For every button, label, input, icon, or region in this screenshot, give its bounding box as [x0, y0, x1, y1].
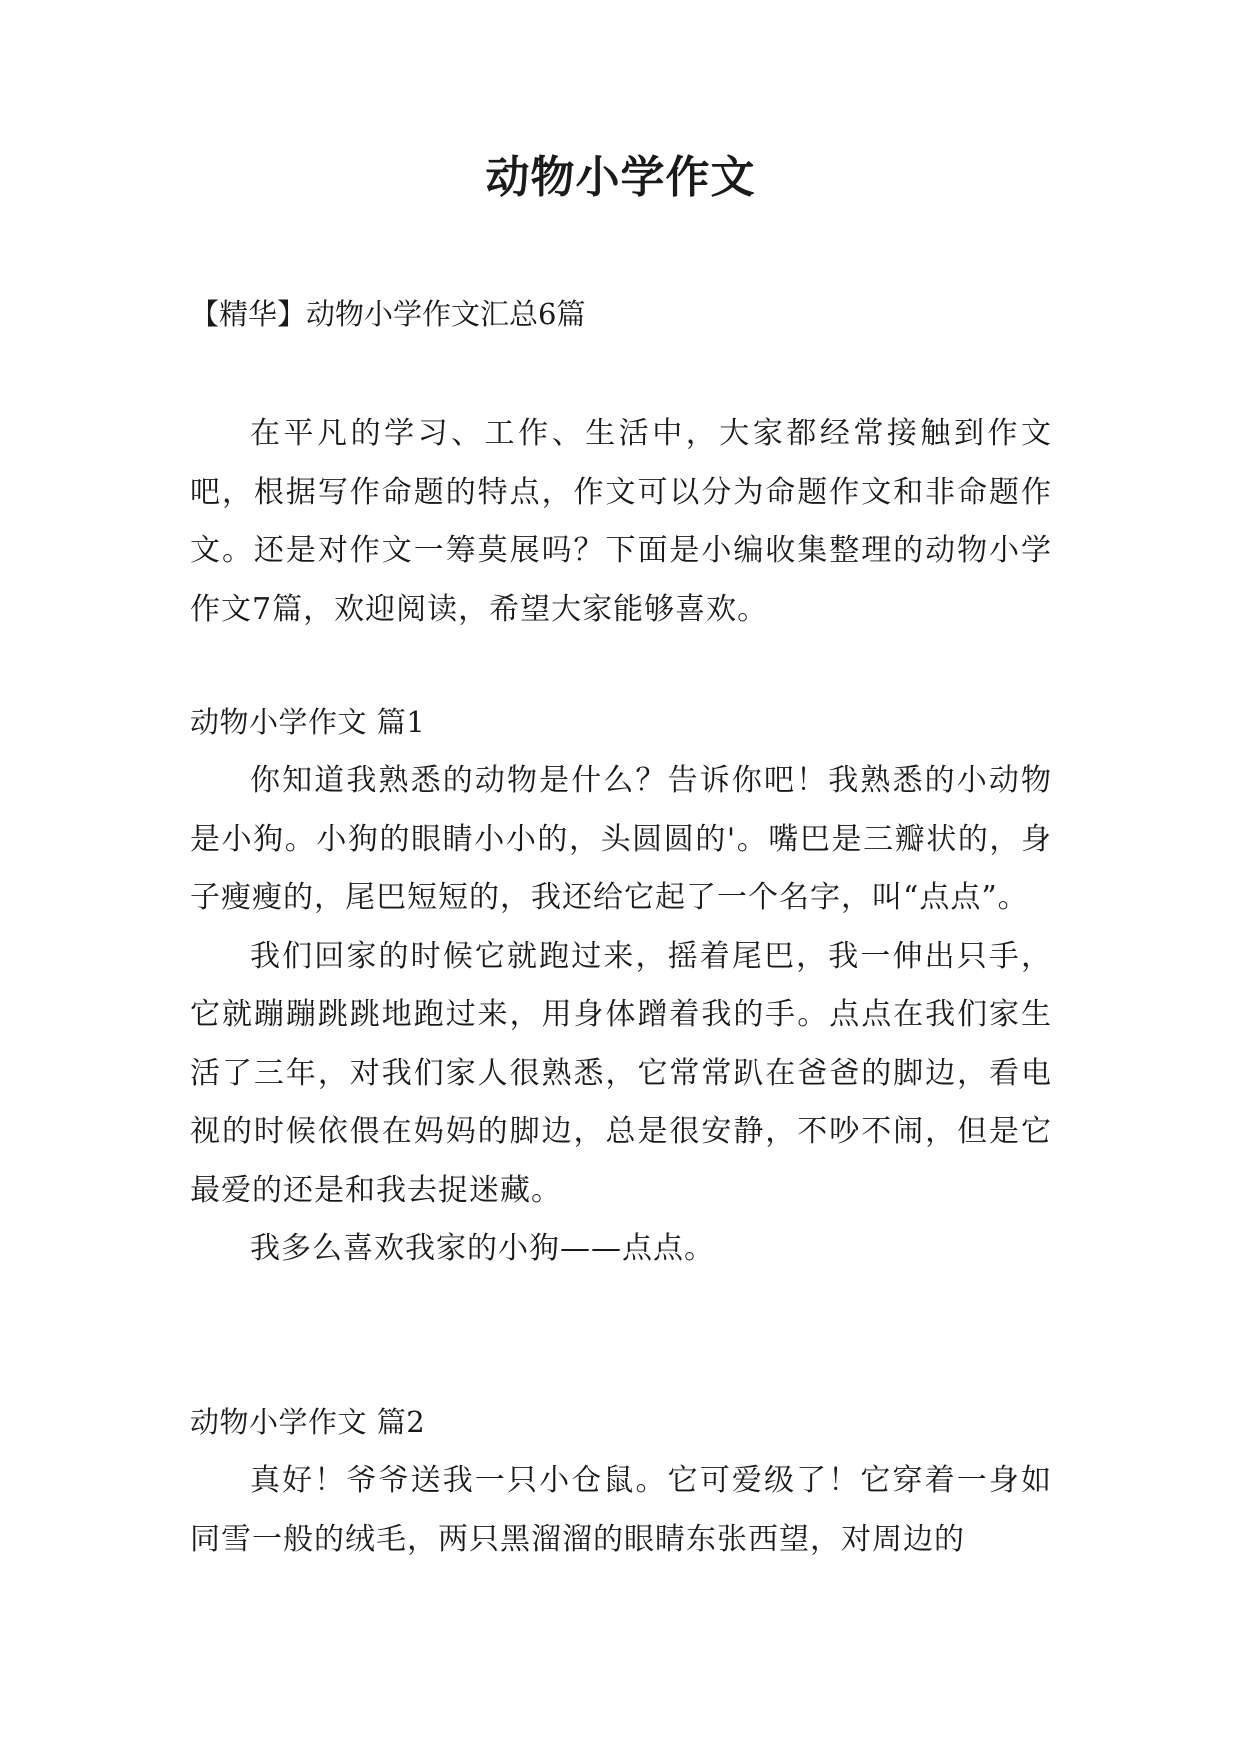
body-paragraph: 我多么喜欢我家的小狗——点点。 [250, 1231, 715, 1266]
document-title: 动物小学作文 [485, 152, 756, 203]
section-2 [190, 1400, 1052, 1569]
section-heading: 动物小学作文 篇1 [190, 705, 426, 739]
intro-block [190, 405, 1052, 639]
section-body [190, 752, 1052, 1279]
section-heading: 动物小学作文 篇2 [190, 1405, 426, 1439]
body-paragraph: 你知道我熟悉的动物是什么？告诉你吧！我熟悉的小动物是小狗。小狗的眼睛小小的，头圆圆的'。嘴巴是三瓣状的，身子瘦瘦的，尾巴短短的，我还给它起了一个名字，叫“点点”。 [190, 763, 1052, 915]
section-1 [190, 700, 1052, 1279]
document-subtitle: 【精华】动物小学作文汇总6篇 [190, 297, 586, 331]
section-body [190, 1452, 1052, 1569]
body-paragraph: 真好！爷爷送我一只小仓鼠。它可爱级了！它穿着一身如同雪一般的绒毛，两只黑溜溜的眼睛东张西望，对周边的 [190, 1463, 1052, 1557]
intro-paragraph: 在平凡的学习、工作、生活中，大家都经常接触到作文吧，根据写作命题的特点，作文可以分为命题作文和非命题作文。还是对作文一筹莫展吗？下面是小编收集整理的动物小学作文7篇，欢迎阅读，希望大家能够喜欢。 [190, 416, 1052, 627]
body-paragraph: 我们回家的时候它就跑过来，摇着尾巴，我一伸出只手，它就蹦蹦跳跳地跑过来，用身体蹭着我的手。点点在我们家生活了三年，对我们家人很熟悉，它常常趴在爸爸的脚边，看电视的时候依偎在妈妈的脚边，总是很安静，不吵不闹，但是它最爱的还是和我去捉迷藏。 [190, 938, 1052, 1208]
